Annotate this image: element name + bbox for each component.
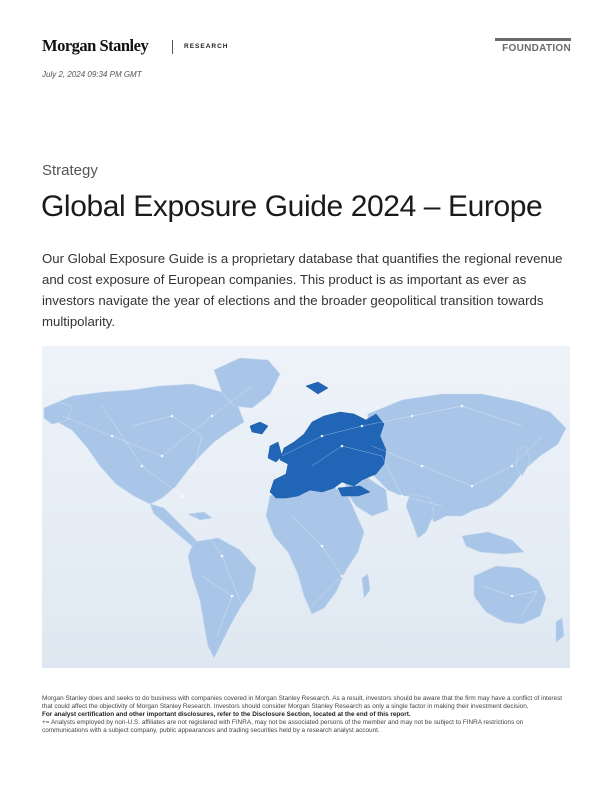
brand-unit: RESEARCH xyxy=(184,43,229,50)
report-category: Strategy xyxy=(42,162,98,179)
world-map-image xyxy=(42,346,570,668)
disclaimer-finra: += Analysts employed by non-U.S. affiliates are not registered with FINRA, may not be associated persons of the member and may not be subject to FINRA restrictions on communications with a subject company, public appearances and trading securities held by a research analyst account. xyxy=(42,719,524,734)
disclaimer-conflict: Morgan Stanley does and seeks to do business with companies covered in Morgan Stanley Research. As a result, investors should be aware that the firm may have a conflict of interest that could affect the objectivity of Morgan Stanley Research. Investors should consider Morgan Stanley Research as only a single factor in making their investment decision. xyxy=(42,695,563,710)
report-header xyxy=(42,36,571,60)
publish-date: July 2, 2024 09:34 PM GMT xyxy=(42,70,142,79)
brand-divider xyxy=(172,40,173,54)
report-summary: Our Global Exposure Guide is a proprietary database that quantifies the regional revenue and cost exposure of European companies. This product is as important as ever as investors navigate the year of elections and the broader geopolitical transition towards multipolarity. xyxy=(42,251,563,329)
page-title: Global Exposure Guide 2024 – Europe xyxy=(41,190,543,223)
report-type-tag: FOUNDATION xyxy=(495,38,571,54)
disclaimer-certification: For analyst certification and other important disclosures, refer to the Disclosure Section, located at the end of this report. xyxy=(42,711,411,718)
brand-logo: Morgan Stanley xyxy=(42,36,149,55)
disclaimer-block xyxy=(42,695,570,735)
